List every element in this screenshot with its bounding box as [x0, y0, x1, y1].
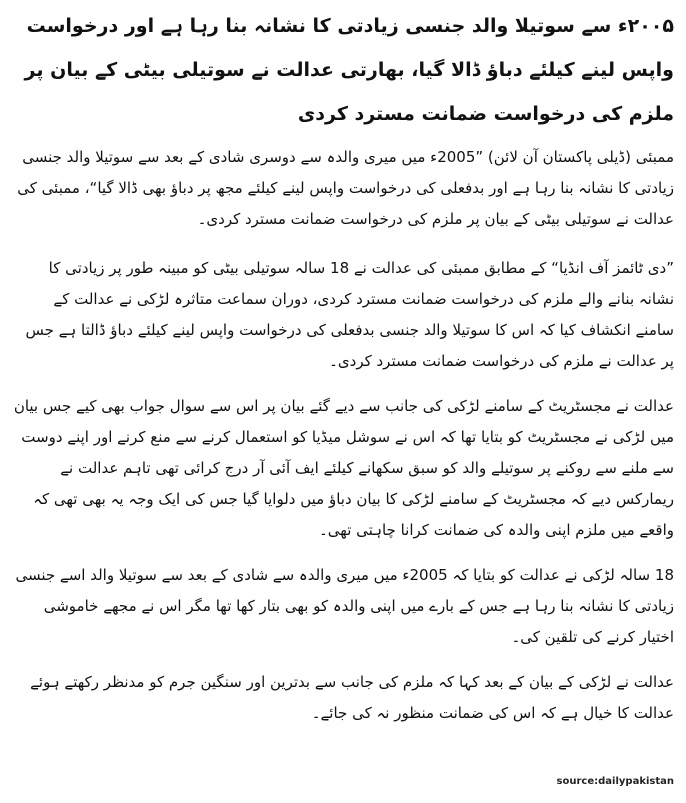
article-paragraph-3: عدالت نے مجسٹریٹ کے سامنے لڑکی کی جانب سے دیے گئے بیان پر اس سے سوال جواب بھی کیے جس بیان میں لڑکی نے مجسٹریٹ کو بتایا تھا کہ اس نے سوشل میڈیا کو استعمال کرنے سے منع کرنے اور اپنے دوست سے ملنے سے روکنے پر سوتیلے والد کو سبق سکھانے کیلئے ایف آئی آر درج کرائی تھی تاہم عدالت نے ریمارکس دیے کہ مجسٹریٹ کے سامنے لڑکی کا بیان دباؤ میں دلوایا گیا جس کی ایک وجہ یہ بھی تھی کہ واقعے میں ملزم اپنی والدہ کی ضمانت کرانا چاہتی تھی۔: [13, 397, 674, 539]
article-headline: ۲۰۰۵ء سے سوتیلا والد جنسی زیادتی کا نشانہ بنا رہا ہے اور درخواست واپس لینے کیلئے دباؤ ڈالا گیا، بھارتی عدالت نے سوتیلی بیٹی کے بیان پر ملزم کی درخواست ضمانت مسترد کردی: [24, 15, 674, 125]
source-credit: source:dailypakistan: [556, 776, 674, 787]
article-paragraph-2: ”دی ٹائمز آف انڈیا“ کے مطابق ممبئی کی عدالت نے 18 سالہ سوتیلی بیٹی کو مبینہ طور پر زیادتی کا نشانہ بنانے والے ملزم کی درخواست ضمانت مسترد کردی، دوران سماعت متاثرہ لڑکی نے عدالت کے سامنے انکشاف کیا کہ اس کا سوتیلا والد جنسی بدفعلی کی درخواست واپس لینے کیلئے دباؤ ڈالتا ہے جس پر عدالت نے ملزم کی درخواست ضمانت مسترد کردی۔: [25, 259, 674, 370]
article-paragraph-5: عدالت نے لڑکی کے بیان کے بعد کہا کہ ملزم کی جانب سے بدترین اور سنگین جرم کو مدنظر رکھتے ہوئے عدالت کا خیال ہے کہ اس کی ضمانت منظور نہ کی جائے۔: [30, 673, 674, 722]
article-paragraph-1: ممبئی (ڈیلی پاکستان آن لائن) ”2005ء میں میری والدہ سے دوسری شادی کے بعد سے سوتیلا والد جنسی زیادتی کا نشانہ بنا رہا ہے اور بدفعلی کی درخواست واپس لینے کیلئے مجھ پر دباؤ بھی ڈالا گیا“، ممبئی کی عدالت نے سوتیلی بیٹی کے بیان پر ملزم کی درخواست ضمانت مسترد کردی۔: [17, 148, 674, 228]
article-paragraph-4: 18 سالہ لڑکی نے عدالت کو بتایا کہ 2005ء میں میری والدہ سے شادی کے بعد سے سوتیلا والد اسے جنسی زیادتی کا نشانہ بنا رہا ہے جس کے بارے میں اپنی والدہ کو بھی بتار کھا تھا مگر اس نے مجھے خاموشی اختیار کرنے کی تلقین کی۔: [15, 566, 674, 646]
